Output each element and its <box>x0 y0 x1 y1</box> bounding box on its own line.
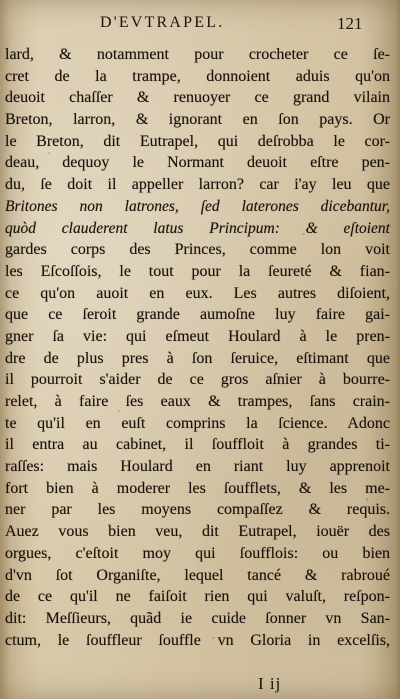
text-line: dre de plus pres à ſon ſeruice, eſtimant que <box>5 349 390 367</box>
text-line: le Breton, dit Eutrapel, qui deſrobba le cor- <box>5 132 390 150</box>
text-line: il entra au cabinet, il ſouffloit à grandes ti- <box>5 436 390 454</box>
page-header <box>0 0 400 40</box>
text-line: ctum, le ſouffleur ſouffle vn Gloria in excelſis, <box>5 631 390 649</box>
signature-mark: I ij <box>258 674 282 693</box>
text-line: deuoit chaſſer & renuoyer ce grand vilain <box>5 89 390 107</box>
text-line: Auez vous bien veu, dit Eutrapel, iouër des <box>5 523 390 541</box>
page-number: 121 <box>337 14 363 33</box>
text-line: deau, dequoy le Normant deuoit eſtre pen- <box>5 154 390 172</box>
page-footer <box>0 666 400 696</box>
body-text <box>5 44 390 651</box>
text-line: gner ſa vie: qui eſmeut Houlard à le pren- <box>5 327 390 345</box>
text-line: dit: Meſſieurs, quãd ie cuide ſonner vn San- <box>5 609 390 627</box>
text-line: Breton, larron, & ignorant en ſon pays. Or <box>5 111 390 129</box>
text-line: lard, & notamment pour crocheter ce ſe- <box>5 46 390 63</box>
text-line: que ce ſeroit grande aumoſne luy faire gai- <box>5 306 390 324</box>
text-line: ner par les moyens compaſſez & requis. <box>5 501 390 519</box>
latin-quote-line: quòd clauderent latus Principum: & eſtoient <box>5 219 390 237</box>
text-line: raſſes: mais Houlard en riant luy apprenoit <box>5 458 390 476</box>
text-line: cret de la trampe, donnoient aduis qu'on <box>5 67 390 85</box>
text-line: ce qu'on auoit en eux. Les autres diſoient, <box>5 284 390 302</box>
text-line: les Eſcoſſois, le tout pour la ſeureté & fian- <box>5 262 390 280</box>
text-line: gardes corps des Princes, comme lon voit <box>5 241 390 259</box>
running-head: D'EVTRAPEL. <box>100 14 225 31</box>
text-line: te qu'il en euſt comprins la ſcience. Adonc <box>5 414 390 432</box>
text-line: il pourroit s'aider de ce gros aſnier à bourre- <box>5 371 390 389</box>
text-line: d'vn ſot Organiſte, lequel tancé & rabroué <box>5 566 390 584</box>
text-line: relet, à faire ſes eaux & trampes, ſans crain- <box>5 393 390 410</box>
text-line: de ce qu'il ne faiſoit rien qui valuſt, reſpon- <box>5 588 390 606</box>
text-line: fort bien à moderer les ſoufflets, & les me- <box>5 479 390 497</box>
text-line: du, ſe doit il appeller larron? car i'ay leu que <box>5 176 390 194</box>
latin-quote-line: Britones non latrones, ſed laterones dicebantur, <box>5 197 390 215</box>
text-line: orgues, c'eſtoit moy qui ſoufflois: ou bien <box>5 544 390 562</box>
